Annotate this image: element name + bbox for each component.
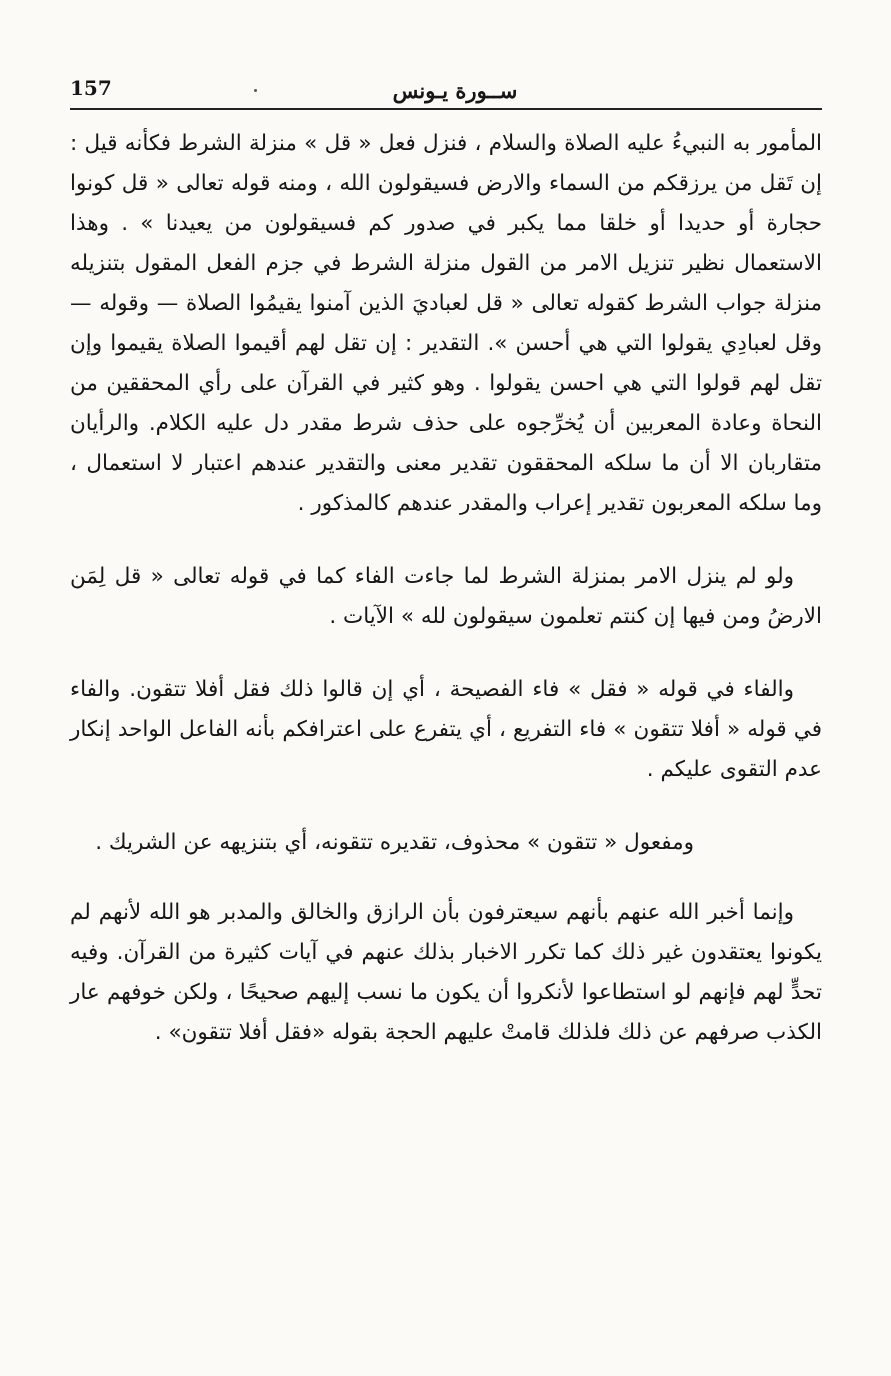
paragraph-1: المأمور به النبيءُ عليه الصلاة والسلام ، فنزل فعل « قل » منزلة الشرط فكأنه قيل : إن تَقل من يرزقكم من السماء والارض فسيقولون الله ، ومنه قوله تعالى « قل كونوا حجارة أو حديدا أو خلقا مما يكبر في صدور كم فسيقولون من يعيدنا » . وهذا الاستعمال نظير تنزيل الامر من القول منزلة الشرط في جزم الفعل المقول بتنزيله منزلة جواب الشرط كقوله تعالى « قل لعباديَ الذين آمنوا يقيمُوا الصلاة — وقوله — وقل لعبادِي يقولوا التي هي أحسن ». التقدير : إن تقل لهم أقيموا الصلاة يقيموا وإن تقل لهم قولوا التي هي احسن يقولوا . وهو كثير في القرآن على رأي المحققين من النحاة وعادة المعربين أن يُخرِّجوه على حذف شرط مقدر دل عليه الكلام. والرأيان متقاربان الا أن ما سلكه المحققون تقدير معنى والتقدير عندهم اعتبار لا استعمال ، وما سلكه المعربون تقدير إعراب والمقدر عندهم كالمذكور . [70,131,822,516]
paragraph-5: وإنما أخبر الله عنهم بأنهم سيعترفون بأن الرازق والخالق والمدبر هو الله لأنهم لم يكونوا يعتقدون غير ذلك كما تكرر الاخبار بذلك عنهم في آيات كثيرة من القرآن. وفيه تحدٍّ لهم فإنهم لو استطاعوا لأنكروا أن يكون ما نسب إليهم صحيحًا ، ولكن خوفهم عار الكذب صرفهم عن ذلك فلذلك قامتْ عليهم الحجة بقوله «فقل أفلا تتقون» . [70,900,822,1045]
page-header [70,70,822,110]
paragraph-4: ومفعول « تتقون » محذوف، تقديره تتقونه، أي بتنزيهه عن الشريك . [95,830,694,855]
header-divider [70,108,822,110]
surah-title: ســورة يـونس [392,78,518,103]
paragraph-2: ولو لم ينزل الامر بمنزلة الشرط لما جاءت الفاء كما في قوله تعالى « قل لِمَن الارضُ ومن فيها إن كنتم تعلمون سيقولون لله » الآيات . [70,564,822,629]
paragraph-3: والفاء في قوله « فقل » فاء الفصيحة ، أي إن قالوا ذلك فقل أفلا تتقون. والفاء في قوله « أفلا تتقون » فاء التفريع ، أي يتفرع على اعترافكم بأنه الفاعل الواحد إنكار عدم التقوى عليكم . [70,677,822,782]
print-speck [254,89,257,92]
page-number: 157 [70,76,112,100]
page-body [70,124,822,1053]
